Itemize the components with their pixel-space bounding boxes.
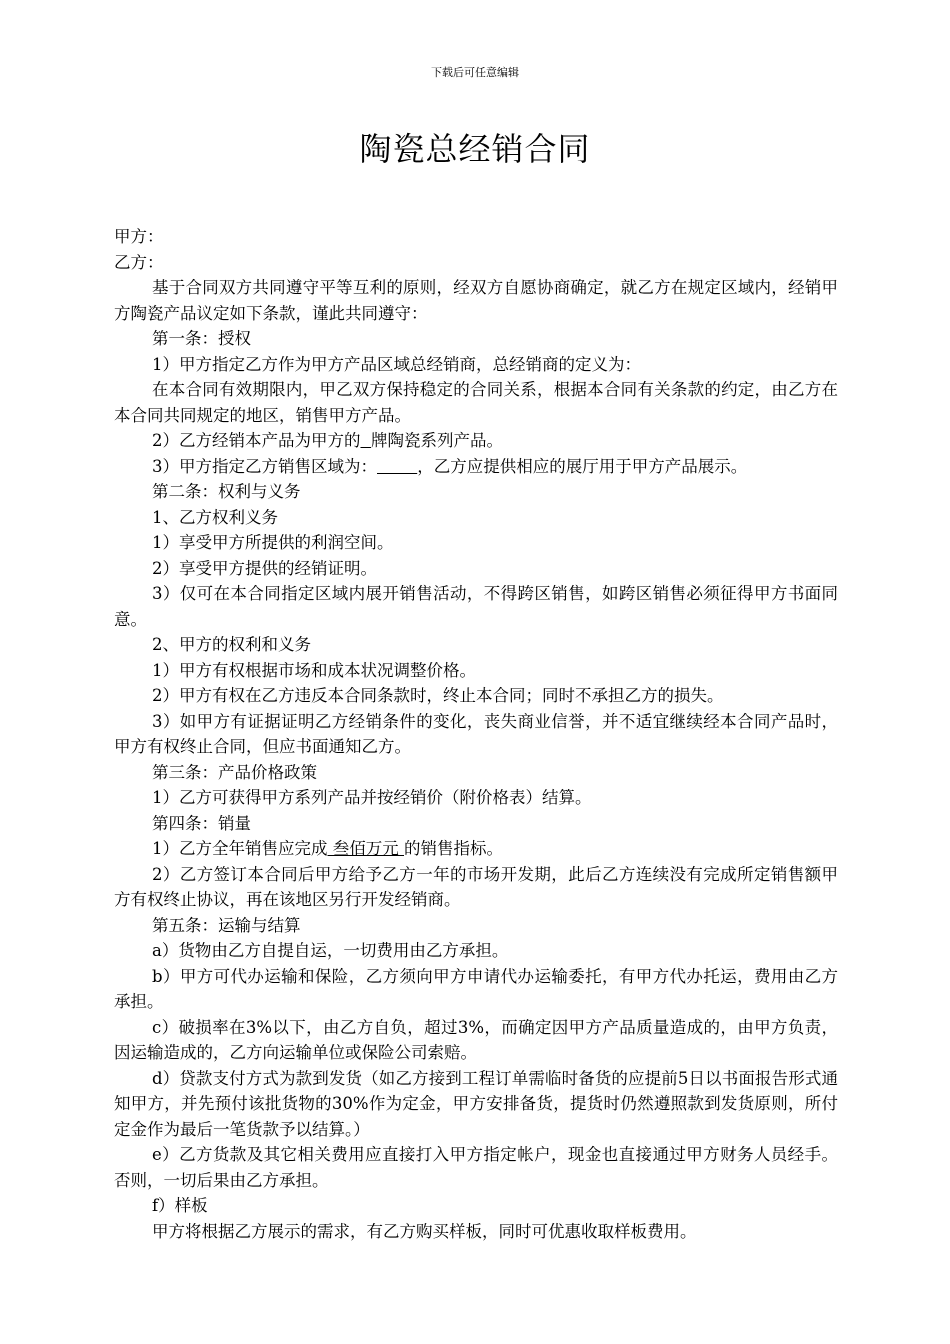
party-b-line: 乙方： (114, 252, 164, 272)
article2-heading: 第二条：权利与义务 (152, 482, 301, 501)
partyb-right-3: 3）仅可在本合同指定区域内展开销售活动，不得跨区销售，如跨区销售必须征得甲方书面同意。 (114, 584, 838, 629)
region-blank (377, 457, 417, 476)
article5-item-b: b）甲方可代办运输和保险，乙方须向甲方申请代办运输委托，有甲方代办托运，费用由乙方承担。 (114, 966, 838, 1011)
article4-item1-pre: 1）乙方全年销售应完成 (152, 839, 328, 858)
sales-target-amount: 叁佰万元 (327, 839, 404, 858)
article1-item2 (114, 428, 838, 454)
article5-item-f: f）样板 (152, 1196, 208, 1215)
article5-item-f-detail: 甲方将根据乙方展示的需求，有乙方购买样板，同时可优惠收取样板费用。 (152, 1221, 697, 1241)
article5-heading: 第五条：运输与结算 (152, 915, 301, 935)
article1-item3-post: ，乙方应提供相应的展厅用于甲方产品展示。 (417, 456, 748, 476)
article1-item1-detail: 在本合同有效期限内，甲乙双方保持稳定的合同关系，根据本合同有关条款的约定，由乙方在本合同共同规定的地区，销售甲方产品。 (114, 380, 838, 425)
article5-item-a: a）货物由乙方自提自运，一切费用由乙方承担。 (152, 941, 509, 960)
partya-right-1: 1）甲方有权根据市场和成本状况调整价格。 (152, 660, 476, 680)
brand-blank (361, 431, 372, 450)
article4-item2: 2）乙方签订本合同后甲方给予乙方一年的市场开发期，此后乙方连续没有完成所定销售额甲方有权终止协议，再在该地区另行开发经销商。 (114, 864, 838, 909)
partya-right-2: 2）甲方有权在乙方违反本合同条款时，终止本合同；同时不承担乙方的损失。 (152, 686, 724, 705)
article1-item1: 1）甲方指定乙方作为甲方产品区域总经销商，总经销商的定义为： (152, 354, 641, 374)
article4-item1 (114, 836, 838, 862)
partyb-right-2: 2）享受甲方提供的经销证明。 (152, 558, 377, 578)
party-a-line: 甲方： (114, 227, 164, 246)
article1-heading: 第一条：授权 (152, 329, 251, 348)
article5-item-e: e）乙方货款及其它相关费用应直接打入甲方指定帐户，现金也直接通过甲方财务人员经手。否则，一切后果由乙方承担。 (114, 1145, 838, 1190)
partya-rights-heading: 2、甲方的权利和义务 (152, 635, 311, 654)
article1-item2-pre: 2）乙方经销本产品为甲方的 (152, 431, 361, 450)
article5-item-d: d）贷款支付方式为款到发货（如乙方接到工程订单需临时备货的应提前5日以书面报告形式通知甲方，并先预付该批货物的30%作为定金，甲方安排备货，提货时仍然遵照款到发货原则，所付定金作为最后一笔货款予以结算。） (114, 1068, 838, 1139)
page-header: 下载后可任意编辑 (431, 66, 519, 79)
article1-item2-post: 牌陶瓷系列产品。 (371, 431, 503, 450)
article3-heading: 第三条：产品价格政策 (152, 762, 317, 782)
preamble: 基于合同双方共同遵守平等互利的原则，经双方自愿协商确定，就乙方在规定区域内，经销甲方陶瓷产品议定如下条款，谨此共同遵守： (114, 278, 838, 323)
partyb-right-1: 1）享受甲方所提供的利润空间。 (152, 533, 394, 552)
contract-body (114, 224, 838, 1244)
article1-item3-pre: 3）甲方指定乙方销售区域为： (152, 456, 377, 476)
partya-right-3: 3）如甲方有证据证明乙方经销条件的变化，丧失商业信誉，并不适宜继续经本合同产品时，甲方有权终止合同，但应书面通知乙方。 (114, 711, 838, 756)
partyb-rights-heading: 1、乙方权利义务 (152, 507, 278, 527)
article5-item-c: c）破损率在3%以下，由乙方自负，超过3%，而确定因甲方产品质量造成的，由甲方负责，因运输造成的，乙方向运输单位或保险公司索赔。 (114, 1017, 838, 1062)
document-title: 陶瓷总经销合同 (359, 130, 591, 168)
article4-heading: 第四条：销量 (152, 813, 251, 833)
article1-item3 (114, 454, 838, 480)
article4-item1-post: 的销售指标。 (404, 839, 503, 858)
article3-item1: 1）乙方可获得甲方系列产品并按经销价（附价格表）结算。 (152, 788, 592, 807)
